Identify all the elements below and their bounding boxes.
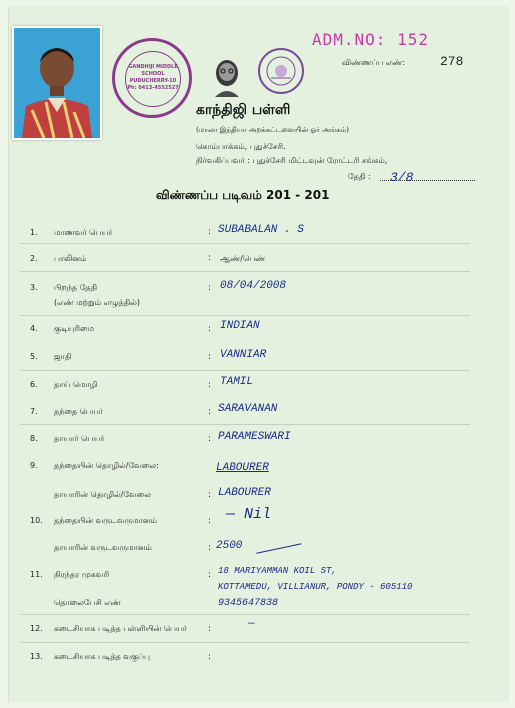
stamp-inner-ring <box>125 51 181 107</box>
student-photo <box>12 26 102 140</box>
field-colon: : <box>208 380 212 390</box>
date-value: 3/8 <box>390 170 414 185</box>
field-colon: : <box>208 490 212 500</box>
field-number: 9. <box>30 461 38 470</box>
field-number: 7. <box>30 407 38 416</box>
gandhi-portrait-icon <box>210 57 244 97</box>
field-label-last-class: கடைசியாக படித்த வகுப்பு <box>54 652 150 661</box>
field-label-mother-occupation: தாயாரின் தொழில்/வேலை <box>54 490 151 499</box>
field-value-father-occupation: LABOURER <box>216 462 269 474</box>
field-value-father-name: SARAVANAN <box>218 403 278 415</box>
field-colon: : <box>208 283 212 293</box>
field-value-caste: VANNIAR <box>220 349 267 361</box>
field-colon: : <box>208 253 212 263</box>
row-rule <box>20 424 470 425</box>
field-label-dob: பிறந்த தேதி <box>54 283 98 292</box>
field-number: 11. <box>30 570 43 579</box>
date-field <box>380 166 475 185</box>
field-label-mother-income: தாயாரின் வருடவருமானம் <box>54 543 152 552</box>
field-label-dob-note: (எண் மற்றும் எழுத்தில்) <box>54 298 140 307</box>
field-number: 3. <box>30 283 38 292</box>
row-rule <box>20 614 470 615</box>
field-colon: : <box>208 352 212 362</box>
field-label-father-income: தந்தையின் வருடவருமானம் <box>54 516 157 525</box>
field-number: 4. <box>30 324 38 333</box>
field-colon: : <box>208 624 212 634</box>
date-label: தேதி : <box>348 172 371 181</box>
row-rule <box>20 243 470 244</box>
field-colon: : <box>208 434 212 444</box>
field-label-student-name: மாணவர் பெயர் <box>54 228 113 237</box>
application-number-label: விண்ணப்ப எண்: <box>342 58 406 67</box>
field-label-caste: ஜாதி <box>54 352 72 361</box>
field-number: 10. <box>30 516 43 525</box>
field-value-mother-tongue: TAMIL <box>220 376 254 388</box>
school-name: காந்திஜி பள்ளி <box>196 102 291 118</box>
field-label-father-occupation: தந்தையின் தொழில்/வேலை: <box>54 461 159 470</box>
field-value-last-school: — <box>248 618 255 630</box>
admission-number: ADM.NO: 152 <box>312 30 429 49</box>
field-number: 5. <box>30 352 38 361</box>
field-label-last-school: கடைசியாக படித்த பள்ளியின் பெயர் <box>54 624 188 633</box>
field-colon: : <box>208 516 212 526</box>
field-colon: : <box>208 570 212 580</box>
field-value-citizenship: INDIAN <box>220 320 260 332</box>
row-rule <box>20 271 470 272</box>
field-label-father-name: தந்தை பெயர் <box>54 407 103 416</box>
field-value-gender: ஆண்/பெண் <box>220 254 266 263</box>
field-colon: : <box>208 652 212 662</box>
field-label-phone: தொலைபேசி எண் <box>54 598 121 607</box>
field-number: 12. <box>30 624 43 633</box>
row-rule <box>20 370 470 371</box>
form-title: விண்ணப்ப படிவம் 201 - 201 <box>156 188 330 202</box>
field-label-address: நிரந்தர முகவரி <box>54 570 110 579</box>
field-label-mother-name: தாயார் பெயர் <box>54 434 105 443</box>
school-subtitle-3: நிர்வகிப்பவர் : புதுச்சேரி மிட்டவுன் ரோட்டரி சங்கம், <box>196 156 388 165</box>
field-number: 2. <box>30 254 38 263</box>
field-number: 13. <box>30 652 43 661</box>
field-colon: : <box>208 324 212 334</box>
field-number: 8. <box>30 434 38 443</box>
field-colon: : <box>208 227 212 237</box>
field-value-phone: 9345647838 <box>218 598 279 609</box>
school-stamp <box>112 38 192 118</box>
stamp-text: GANDHIJI MIDDLE SCHOOL PUDUCHERRY-10 Ph: 0413-4552527 <box>127 64 179 91</box>
field-value-father-income: — Nil <box>226 506 272 523</box>
row-rule <box>20 642 470 643</box>
field-value-address-line2: KOTTAMEDU, VILLIANUR, PONDY - 605110 <box>218 582 413 592</box>
field-label-citizenship: குடியுரிமை <box>54 324 95 333</box>
field-colon: : <box>208 543 212 553</box>
school-subtitle-2: கொம்பாக்கம், புதுச்சேரி. <box>196 142 286 151</box>
field-value-mother-name: PARAMESWARI <box>218 431 291 443</box>
field-value-address-line1: 18 MARIYAMMAN KOIL ST, <box>218 566 337 576</box>
field-label-gender: பாலினம் <box>54 254 87 263</box>
application-number-value: 278 <box>440 54 464 69</box>
field-label-mother-tongue: தாய் மொழி <box>54 380 98 389</box>
field-value-mother-income: 2500 <box>216 540 243 552</box>
row-rule <box>20 315 470 316</box>
field-number: 1. <box>30 228 38 237</box>
rotary-logo-icon <box>258 48 304 94</box>
field-value-student-name: SUBABALAN . S <box>218 224 304 236</box>
school-subtitle-1: (மாலா இந்தியா அறக்கட்டளையின் ஓர் அங்கம்) <box>196 126 349 134</box>
field-value-mother-occupation: LABOURER <box>218 487 271 499</box>
field-colon: : <box>208 407 212 417</box>
field-value-dob: 08/04/2008 <box>220 280 287 292</box>
field-number: 6. <box>30 380 38 389</box>
